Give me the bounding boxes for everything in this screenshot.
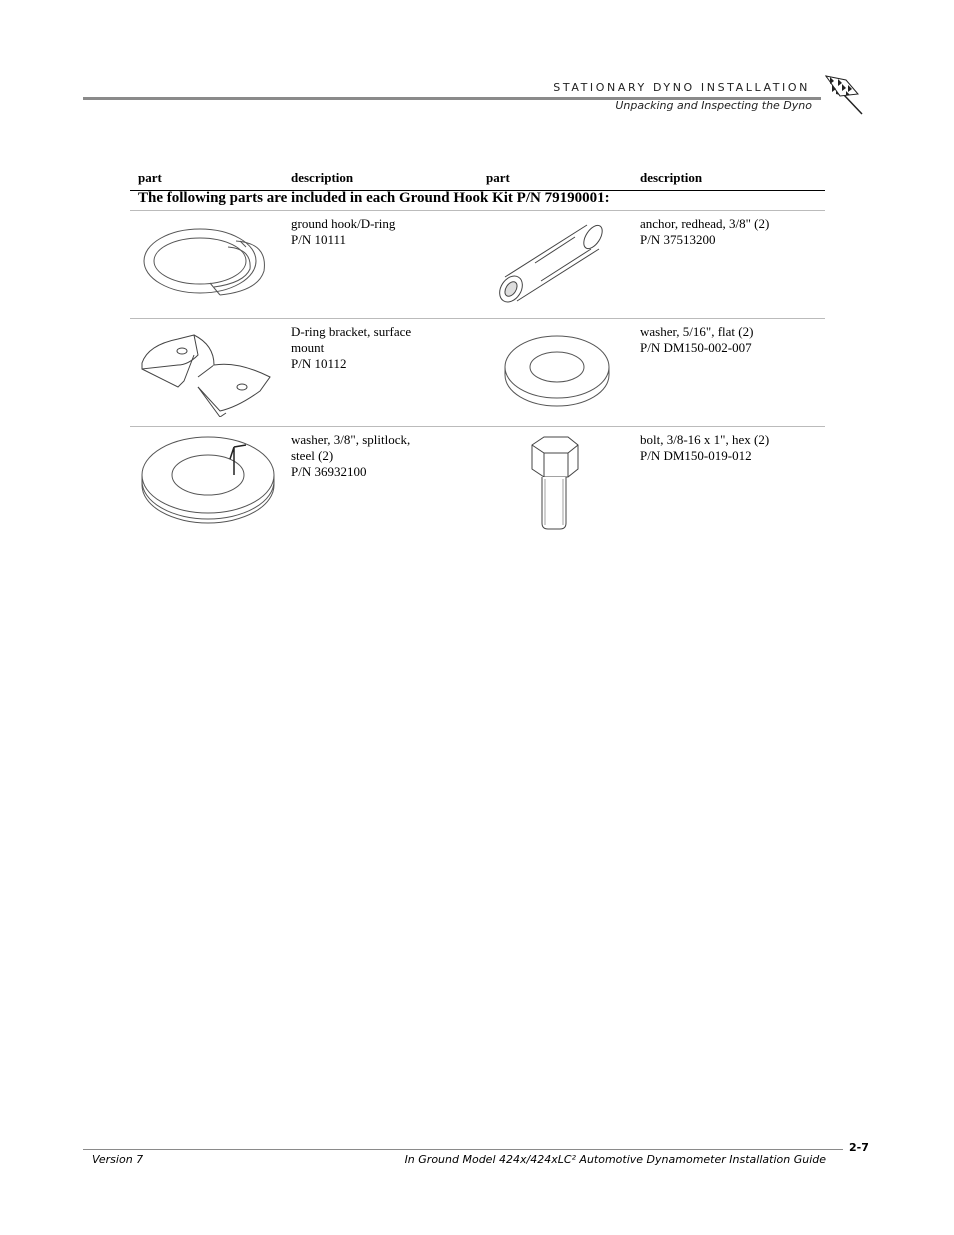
col-head-part-left: part xyxy=(138,170,162,185)
kit-title: The following parts are included in each Ground Hook Kit P/N 79190001: xyxy=(130,190,825,211)
table-row xyxy=(130,427,825,534)
col-head-part-right: part xyxy=(486,170,510,185)
section-title: STATIONARY DYNO INSTALLATION xyxy=(553,81,810,94)
d-ring-bracket-icon xyxy=(138,325,278,417)
subsection-title: Unpacking and Inspecting the Dyno xyxy=(615,99,812,112)
part-description: washer, 5/16", flat (2) P/N DM150-002-007 xyxy=(640,324,754,355)
part-description: D-ring bracket, surface mount P/N 10112 xyxy=(291,324,412,371)
anchor-icon xyxy=(495,219,605,309)
table-row xyxy=(130,211,825,319)
part-description: bolt, 3/8-16 x 1", hex (2) P/N DM150-019-012 xyxy=(640,432,770,463)
flat-washer-icon xyxy=(502,335,614,411)
part-description: ground hook/D-ring P/N 10111 xyxy=(291,216,396,247)
part-description: washer, 3/8", splitlock, steel (2) P/N 36932100 xyxy=(291,432,411,479)
footer-rule xyxy=(83,1149,843,1150)
table-header-row xyxy=(130,166,825,190)
checkered-flag-icon xyxy=(818,72,866,116)
page-number: 2-7 xyxy=(849,1141,869,1154)
part-description: anchor, redhead, 3/8" (2) P/N 37513200 xyxy=(640,216,770,247)
footer-version: Version 7 xyxy=(92,1153,144,1166)
col-head-description-right: description xyxy=(640,170,703,185)
splitlock-washer-icon xyxy=(138,433,278,529)
d-ring-icon xyxy=(140,221,270,307)
parts-table xyxy=(130,166,825,534)
table-row xyxy=(130,319,825,427)
footer-guide-title: In Ground Model 424x/424xLC² Automotive Dynamometer Installation Guide xyxy=(404,1153,826,1166)
col-head-description-left: description xyxy=(291,170,354,185)
hex-bolt-icon xyxy=(524,433,584,531)
